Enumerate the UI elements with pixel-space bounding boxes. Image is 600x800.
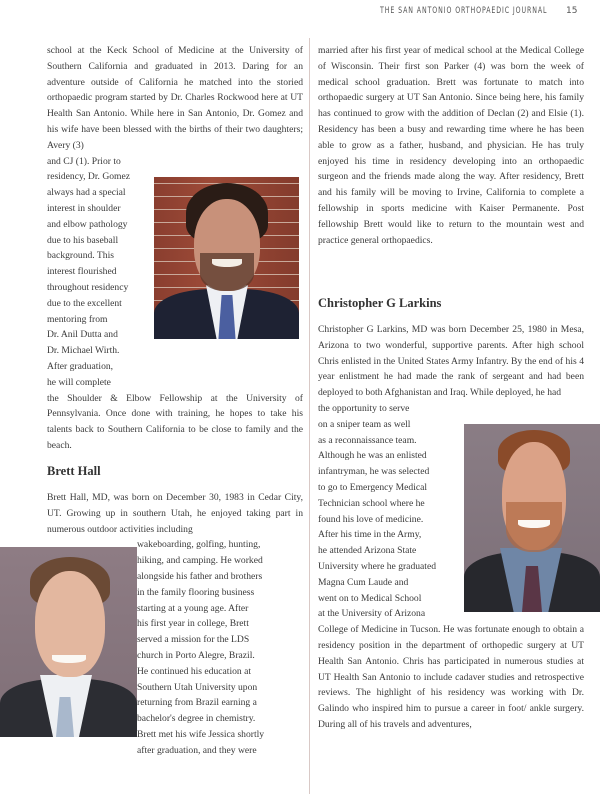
text-line: alongside his father and brothers <box>137 570 263 582</box>
text-line: Southern Utah University upon <box>137 681 258 693</box>
text-line: as a reconnaissance team. <box>318 434 417 446</box>
text-line: at the University of Arizona <box>318 608 426 620</box>
text-line: University where he graduated <box>318 560 437 572</box>
text-line: throughout residency <box>47 281 129 293</box>
text-line: he will complete <box>47 376 111 388</box>
text-line: Although he was an enlisted <box>318 450 427 462</box>
journal-title: THE SAN ANTONIO ORTHOPAEDIC JOURNAL <box>380 6 548 16</box>
text-line: mentoring from <box>47 313 108 325</box>
section-heading-brett-hall: Brett Hall <box>47 464 101 478</box>
text-line: interest flourished <box>47 266 117 278</box>
text-line: after graduation, and they were <box>137 744 257 756</box>
hall-continued-paragraph: married after his first year of medical school at the Medical College of Wisconsin. Their first son Parker (4) was born the week of medical school graduation. Brett was fortunate to match into orthopaedic surgery at UT San Antonio. Since being here, his family has continued to grow with the addition of Declan (2) and Elsie (1). Residency has been a busy and rewarding time where he has been able to grow as a father, husband, and physician. He has truly enjoyed his time in residency developing into an orthopaedic surgeon and the friends made along the way. After residency, Brett and his family will be moving to Irvine, California to complete a fellowship in sports medicine with Kaiser Permanente. Post fellowship Brett would like to return to the mountain west and practice general orthopaedics. <box>318 45 584 246</box>
text-line: starting at a young age. After <box>137 602 249 614</box>
gomez-wrap-text <box>47 154 147 391</box>
text-line: Magna Cum Laude and <box>318 576 409 588</box>
larkins-wrap-text <box>318 401 456 622</box>
text-line: and CJ (1). Prior to <box>47 155 121 167</box>
larkins-intro-paragraph: Christopher G Larkins, MD was born December 25, 1980 in Mesa, Arizona to two wonderful, supportive parents. After high school Chris enlisted in the United States Army Infantry. By the end of his 4 year enlistment he had made the rank of sergeant and had been deployed to both Afghanistan and Iraq. While deployed, he had <box>318 324 584 399</box>
text-line: hiking, and camping. He worked <box>137 555 263 567</box>
gomez-intro-paragraph: school at the Keck School of Medicine at the University of Southern California and graduated in 2013. Daring for an adventure outside of California he matched into the storied orthopaedic program started by Dr. Charles Rockwood here at UT Health San Antonio. While here in San Antonio, Dr. Gomez and his wife have been blessed with the births of their two daughters; Avery (3) <box>47 45 303 151</box>
text-line: due to his baseball <box>47 234 119 246</box>
text-line: he attended Arizona State <box>318 545 417 557</box>
smile <box>212 259 242 267</box>
text-line: bachelor's degree in chemistry. <box>137 713 256 725</box>
text-line: served a mission for the LDS <box>137 634 250 646</box>
portrait-photo-larkins <box>464 424 600 612</box>
text-line: church in Porto Alegre, Brazil. <box>137 649 255 661</box>
text-line: Brett met his wife Jessica shortly <box>137 728 265 740</box>
text-line: infantryman, he was selected <box>318 466 430 478</box>
text-line: interest in shoulder <box>47 202 121 214</box>
page-number: 15 <box>566 6 578 16</box>
text-line: on a sniper team as well <box>318 418 411 430</box>
hall-intro-paragraph: Brett Hall, MD, was born on December 30, 1983 in Cedar City, UT. Growing up in southern Utah, he enjoyed taking part in numerous outdoor activities including <box>47 492 303 535</box>
smile <box>52 655 86 663</box>
larkins-outro-paragraph: College of Medicine in Tucson. He was fortunate enough to obtain a residency position in the department of orthopedic surgery at UT Health San Antonio. Chris has participated in numerous studies at UT Health San Antonio to include cadaver studies and retrospective reviews. The highlight of his residency was working with Dr. Galindo who inspired him to pursue a career in foot/ ankle surgery. During all of his travels and adventures, <box>318 624 584 730</box>
hall-wrap-text <box>137 537 303 758</box>
portrait-photo-hall <box>0 547 137 737</box>
portrait-photo-gomez <box>154 177 299 339</box>
text-line: Dr. Michael Wirth. <box>47 345 120 357</box>
text-line: in the family flooring business <box>137 586 255 598</box>
text-line: Dr. Anil Dutta and <box>47 329 118 341</box>
text-line: to go to Emergency Medical <box>318 481 428 493</box>
text-line: He continued his education at <box>137 665 252 677</box>
text-line: and elbow pathology <box>47 218 128 230</box>
gomez-outro-paragraph: the Shoulder & Elbow Fellowship at the University of Pennsylvania. Once done with training, he hopes to take his talents back to Southern California to be close to family and the beach. <box>47 392 303 451</box>
text-line: his first year in college, Brett <box>137 618 249 630</box>
text-line: wakeboarding, golfing, hunting, <box>137 539 261 551</box>
text-line: returning from Brazil earning a <box>137 697 257 709</box>
text-line: found his love of medicine. <box>318 513 424 525</box>
text-line: background. This <box>47 250 114 262</box>
text-line: the opportunity to serve <box>318 402 410 414</box>
text-line: always had a special <box>47 187 126 199</box>
smile <box>518 520 550 528</box>
section-heading-christopher-larkins: Christopher G Larkins <box>318 296 442 310</box>
page-header <box>0 6 600 26</box>
column-divider <box>309 38 310 794</box>
text-line: Technician school where he <box>318 497 425 509</box>
text-line: residency, Dr. Gomez <box>47 171 131 183</box>
text-line: After his time in the Army, <box>318 529 422 541</box>
text-line: due to the excellent <box>47 297 122 309</box>
right-column <box>318 43 584 248</box>
text-line: went on to Medical School <box>318 592 422 604</box>
text-line: After graduation, <box>47 360 114 372</box>
